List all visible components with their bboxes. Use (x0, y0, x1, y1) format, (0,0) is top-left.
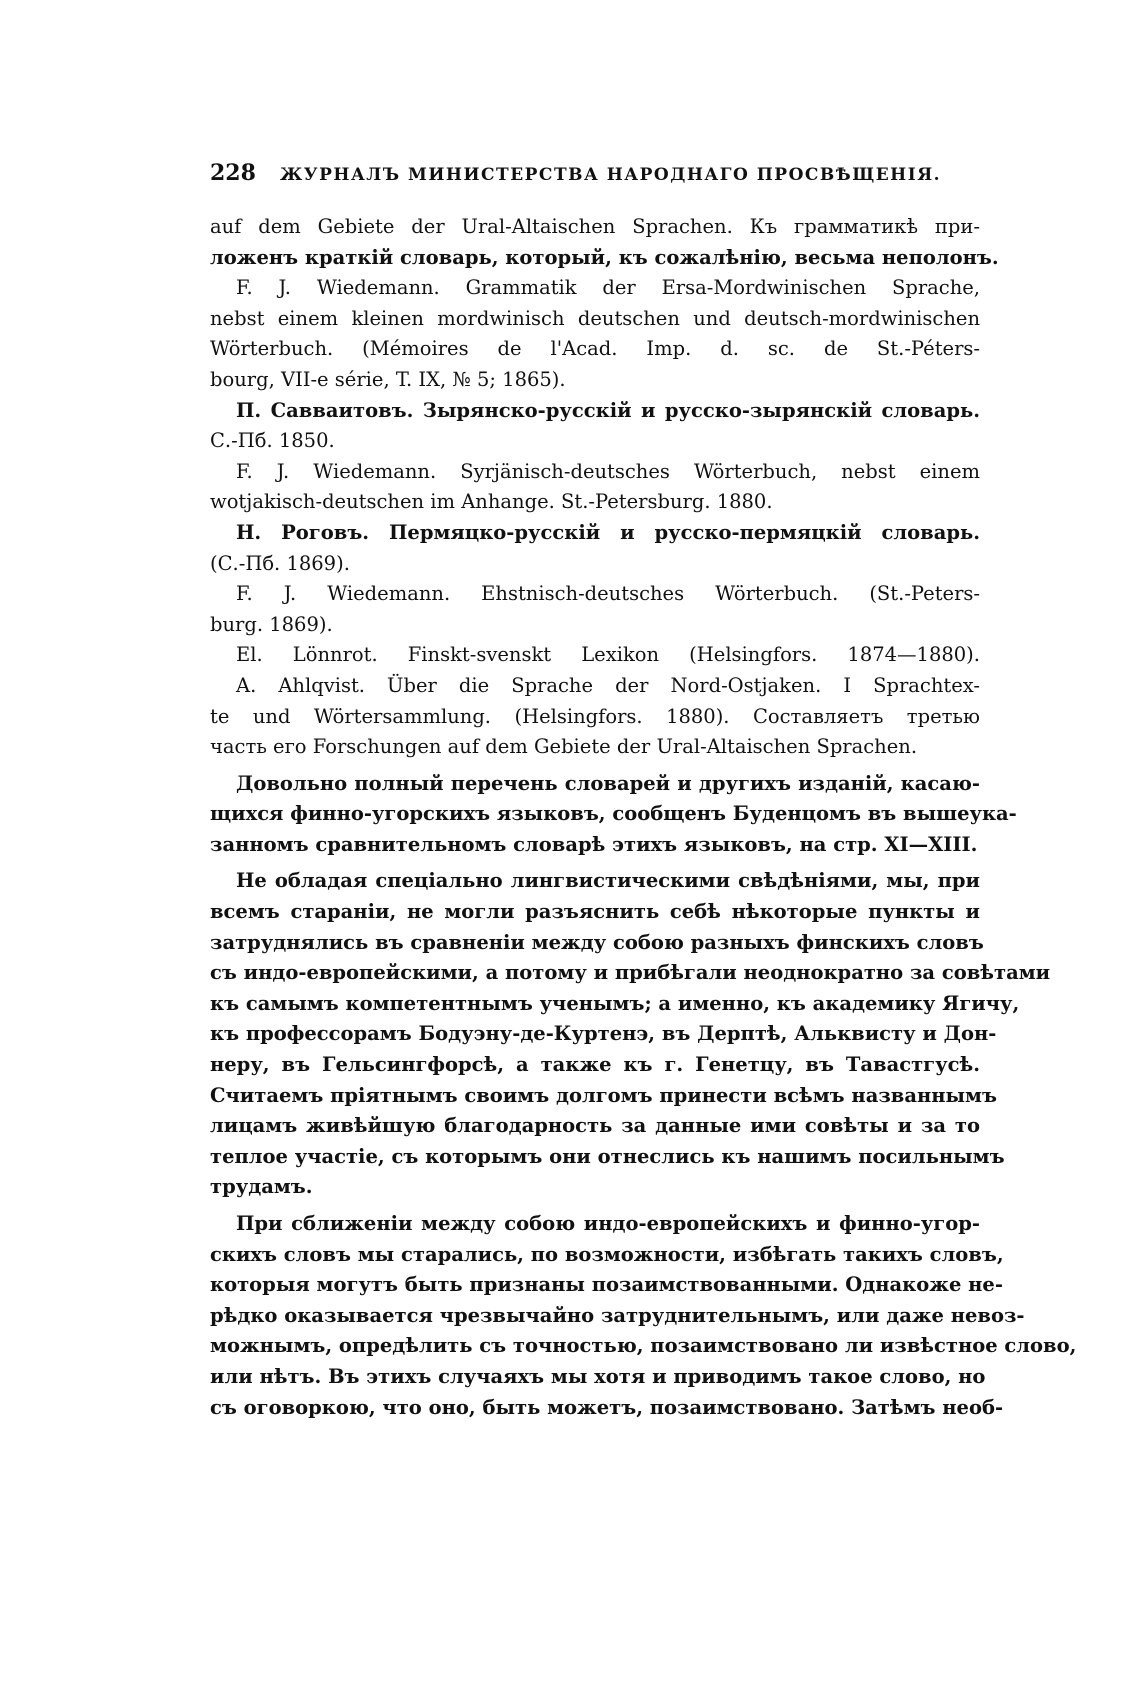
text-line: всемъ стараніи, не могли разъяснить себѣ нѣкоторые пункты и (210, 900, 980, 924)
page-header (210, 160, 980, 200)
text-line: te und Wörtersammlung. (Helsingfors. 1880). Составляетъ третью (210, 704, 980, 728)
text-line: съ индо-европейскими, а потому и прибѣгали неоднократно за совѣтами (210, 961, 1051, 985)
text-line: Не обладая спеціально лингвистическими свѣдѣніями, мы, при (236, 869, 980, 893)
text-line: F. J. Wiedemann. Grammatik der Ersa-Mordwinischen Sprache, (236, 276, 980, 300)
text-line: трудамъ. (210, 1175, 313, 1199)
text-line: El. Lönnrot. Finskt-svenskt Lexikon (Helsingfors. 1874—1880). (236, 643, 980, 667)
text-line: F. J. Wiedemann. Ehstnisch-deutsches Wörterbuch. (St.-Peters- (236, 582, 980, 606)
text-line: nebst einem kleinen mordwinisch deutschen und deutsch-mordwinischen (210, 306, 980, 330)
page-number: 228 (210, 160, 256, 186)
text-line: F. J. Wiedemann. Syrjänisch-deutsches Wörterbuch, nebst einem (236, 459, 980, 483)
text-line: Довольно полный перечень словарей и другихъ изданій, касаю- (236, 771, 980, 795)
text-line: скихъ словъ мы старались, по возможности, избѣгать такихъ словъ, (210, 1242, 1004, 1266)
body-text (210, 212, 1077, 1423)
text-line: Wörterbuch. (Mémoires de l'Acad. Imp. d. sc. de St.-Péters- (210, 337, 980, 361)
text-line: лицамъ живѣйшую благодарность за данные ими совѣты и за то (210, 1114, 980, 1138)
text-line: рѣдко оказывается чрезвычайно затруднительнымъ, или даже невоз- (210, 1303, 1025, 1327)
text-line: (С.-Пб. 1869). (210, 551, 350, 575)
text-line: burg. 1869). (210, 612, 333, 636)
text-line: При сближеніи между собою индо-европейскихъ и финно-угор- (236, 1212, 980, 1235)
text-line: неру, въ Гельсингфорсѣ, а также къ г. Генетцу, въ Тавастгусѣ. (210, 1053, 980, 1077)
text-line: съ оговоркою, что оно, быть можетъ, позаимствовано. Затѣмъ необ- (210, 1395, 1004, 1419)
text-line: занномъ сравнительномъ словарѣ этихъ языковъ, на стр. XI—XIII. (210, 832, 978, 856)
text-line: П. Савваитовъ. Зырянско-русскій и русско-зырянскій словарь. (236, 398, 980, 422)
text-line: къ профессорамъ Бодуэну-де-Куртенэ, въ Дерптѣ, Альквисту и Дон- (210, 1022, 997, 1046)
text-line: auf dem Gebiete der Ural-Altaischen Sprachen. Къ грамматикѣ при- (210, 215, 980, 238)
text-line: ложенъ краткій словарь, который, къ сожалѣнію, весьма неполонъ. (210, 245, 999, 269)
text-line: С.-Пб. 1850. (210, 429, 335, 453)
text-line: A. Ahlqvist. Über die Sprache der Nord-Ostjaken. I Sprachtex- (236, 673, 980, 697)
text-line: wotjakisch-deutschen im Anhange. St.-Petersburg. 1880. (210, 490, 773, 514)
text-line: щихся финно-угорскихъ языковъ, сообщенъ Буденцомъ въ вышеука- (210, 802, 1017, 826)
text-line: bourg, VII-e série, T. IX, № 5; 1865). (210, 367, 566, 391)
text-line: теплое участіе, съ которымъ они отнеслись къ нашимъ посильнымъ (210, 1144, 1005, 1168)
text-line: Н. Роговъ. Пермяцко-русскій и русско-пермяцкій словарь. (236, 520, 980, 544)
book-page (210, 160, 1077, 1423)
text-line: къ самымъ компетентнымъ ученымъ; а именно, къ академику Ягичу, (210, 991, 1020, 1015)
text-line: затруднялись въ сравненіи между собою разныхъ финскихъ словъ (210, 930, 984, 954)
text-line: можнымъ, опредѣлить съ точностью, позаимствовано ли извѣстное слово, (210, 1334, 1077, 1358)
running-title: ЖУРНАЛЪ МИНИСТЕРСТВА НАРОДНАГО ПРОСВѢЩЕНІЯ. (280, 165, 942, 185)
text-line: часть его Forschungen auf dem Gebiete der Ural-Altaischen Sprachen. (210, 735, 918, 759)
text-line: или нѣтъ. Въ этихъ случаяхъ мы хотя и приводимъ такое слово, но (210, 1364, 986, 1388)
text-line: Считаемъ пріятнымъ своимъ долгомъ принести всѣмъ названнымъ (210, 1083, 997, 1107)
text-line: которыя могутъ быть признаны позаимствованными. Однакоже не- (210, 1273, 1003, 1297)
